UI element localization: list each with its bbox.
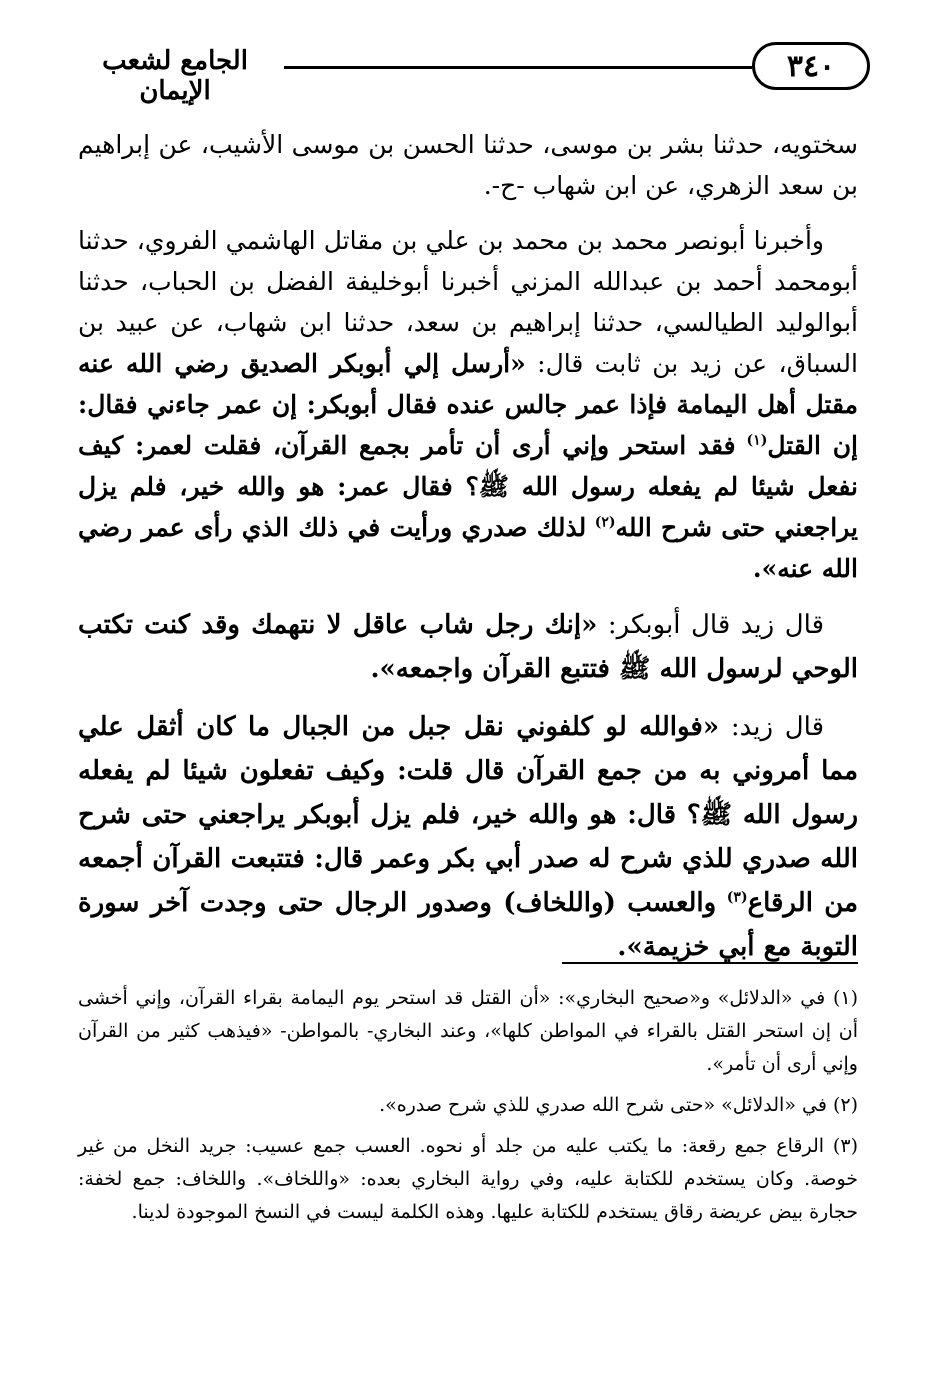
paragraph-3 (78, 603, 858, 691)
paragraph-2-quote-part-3: لذلك صدري ورأيت في ذلك الذي رأى عمر رضي الله عنه». (78, 513, 858, 583)
paragraph-4 (78, 705, 858, 969)
book-title: الجامع لشعب الإيمان (102, 46, 248, 106)
paragraph-3-plain: قال زيد قال أبوبكر: (607, 610, 824, 640)
footnote-separator (562, 962, 858, 964)
paragraph-2-plain: وأخبرنا أبونصر محمد بن محمد بن علي بن مقاتل الهاشمي الفروي، حدثنا أبومحمد أحمد بن عبدالله المزني أخبرنا أبوخليفة الفضل بن الحباب، حدثنا أبوالوليد الطيالسي، حدثنا إبراهيم بن سعد، حدثنا ابن شهاب، عن عبيد بن السباق، عن زيد بن ثابت قال: (78, 226, 858, 378)
page-header (70, 42, 870, 106)
footnote-1: (١) في «الدلائل» و«صحيح البخاري»: «أن القتل قد استحر يوم اليمامة بقراء القرآن، وإني أخشى أن إن استحر القتل بالقراء في المواطن كلها»، وعند البخاري- بالمواطن- «فيذهب كثير من القرآن وإني أرى أن تأمر». (78, 987, 858, 1075)
footnote-ref-1: (١) (746, 432, 768, 449)
footnote-3: (٣) الرقاع جمع رقعة: ما يكتب عليه من جلد أو نحوه. العسب جمع عسيب: جريد النخل من غير خوصة. وكان يستخدم للكتابة عليه، وفي رواية البخاري بعده: «واللخاف». واللخاف: جمع لخفة: حجارة بيض عريضة رقاق يستخدم للكتابة عليها. وهذه الكلمة ليست في النسخ الموجودة لدينا. (78, 1135, 858, 1223)
paragraph-2-quote-part-2: فقد استحر وإني أرى أن تأمر بجمع القرآن، فقلت لعمر: كيف نفعل شيئا لم يفعله رسول الله ﷺ؟ فقال عمر: هو والله خير، فلم يزل يراجعني حتى شرح الله (78, 431, 858, 542)
footnotes (78, 982, 858, 1237)
paragraph-3-quote: «إنك رجل شاب عاقل لا نتهمك وقد كنت تكتب الوحي لرسول الله ﷺ فتتبع القرآن واجمعه». (78, 610, 858, 684)
footnote-2: (٢) في «الدلائل» «حتى شرح الله صدري للذي شرح صدره». (379, 1094, 858, 1116)
footnote-ref-3: (٣) (726, 889, 748, 906)
paragraph-4-quote-part-1: «فوالله لو كلفوني نقل جبل من الجبال ما كان أثقل علي مما أمروني به من جمع القرآن قال قلت: وكيف تفعلون شيئا لم يفعله رسول الله ﷺ؟ قال: هو والله خير، فلم يزل أبوبكر يراجعني حتى شرح الله صدري للذي شرح له صدر أبي بكر وعمر قال: فتتبعت القرآن أجمعه من الرقاع (78, 712, 858, 918)
header-rule (284, 66, 752, 69)
paragraph-4-quote-part-2: والعسب (واللخاف) وصدور الرجال حتى وجدت آخر سورة التوبة مع أبي خزيمة». (78, 888, 858, 962)
page-number: ٣٤٠ (752, 42, 870, 90)
paragraph-1 (78, 124, 858, 206)
footnote-ref-2: (٢) (594, 514, 616, 531)
main-text (78, 124, 858, 983)
paragraph-1-text: سختويه، حدثنا بشر بن موسى، حدثنا الحسن بن موسى الأشيب، عن إبراهيم بن سعد الزهري، عن ابن شهاب -ح-. (78, 130, 858, 200)
paragraph-2-quote-part-1: «أرسل إلي أبوبكر الصديق رضي الله عنه مقتل أهل اليمامة فإذا عمر جالس عنده فقال أبوبكر: إن عمر جاءني فقال: إن القتل (78, 349, 858, 460)
paragraph-2 (78, 220, 858, 589)
paragraph-4-plain: قال زيد: (730, 712, 824, 742)
